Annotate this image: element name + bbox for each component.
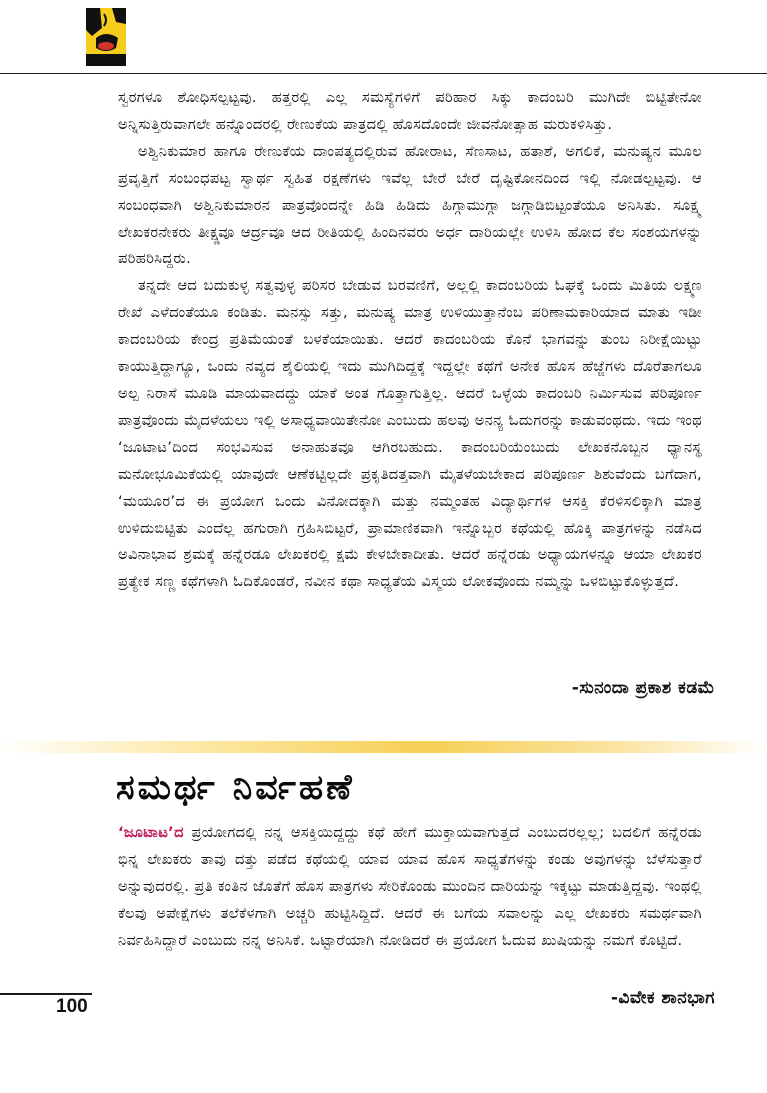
section-title: ಸಮರ್ಥ ನಿರ್ವಹಣೆ [116, 768, 355, 808]
page-number: 100 [56, 996, 88, 1017]
review-2-signature: -ವಿವೇಕ ಶಾನಭಾಗ [610, 988, 715, 1008]
review-2-text: ಪ್ರಯೋಗದಲ್ಲಿ ನನ್ನ ಆಸಕ್ತಿಯಿದ್ದದ್ದು ಕಥೆ ಹೇಗೆ ಮುಕ್ತಾಯವಾಗುತ್ತದೆ ಎಂಬುದರಲ್ಲಲ್ಲ; ಬದಲಿಗೆ ಹನ್ನೆರಡು ಭಿನ್ನ ಲೇಖಕರು ತಾವು ದತ್ತು ಪಡೆದ ಕಥೆಯಲ್ಲಿ ಯಾವ ಯಾವ ಹೊಸ ಸಾಧ್ಯತೆಗಳನ್ನು ಕಂಡು ಅವುಗಳನ್ನು ಬೆಳೆಸುತ್ತಾರೆ ಅನ್ನುವುದರಲ್ಲಿ. ಪ್ರತಿ ಕಂತಿನ ಜೊತೆಗೆ ಹೊಸ ಪಾತ್ರಗಳು ಸೇರಿಕೊಂಡು ಮುಂದಿನ ದಾರಿಯನ್ನು ಇಕ್ಕಟ್ಟು ಮಾಡುತ್ತಿದ್ದವು. ಇಂಥಲ್ಲಿ ಕೆಲವು ಅಪೇಕ್ಷೆಗಳು ತಲೆಕೆಳಗಾಗಿ ಅಚ್ಚರಿ ಹುಟ್ಟಿಸಿದ್ದಿದೆ. ಆದರೆ ಈ ಬಗೆಯ ಸವಾಲನ್ನು ಎಲ್ಲ ಲೇಖಕರು ಸಮರ್ಥವಾಗಿ ನಿರ್ವಹಿಸಿದ್ದಾರೆ ಎಂಬುದು ನನ್ನ ಅನಿಸಿಕೆ. ಒಟ್ಟಾರೆಯಾಗಿ ನೋಡಿದರೆ ಈ ಪ್ರಯೋಗ ಓದುವ ಖುಷಿಯನ್ನು ನಮಗೆ ಕೊಟ್ಟಿದೆ. [118, 825, 702, 949]
review-1-signature: -ಸುನಂದಾ ಪ್ರಕಾಶ ಕಡಮೆ [571, 678, 715, 698]
review-1-paragraph: ತನ್ನದೇ ಆದ ಬದುಕುಳ್ಳ ಸತ್ವವುಳ್ಳ ಪರಿಸರ ಬೇಡುವ ಬರವಣಿಗೆ, ಅಲ್ಲಲ್ಲಿ ಕಾದಂಬರಿಯ ಓಘಕ್ಕೆ ಒಂದು ಮಿತಿಯ ಲಕ್ಷ್ಮಣ ರೇಖೆ ಎಳೆದಂತೆಯೂ ಕಂಡಿತು. ಮನಸ್ಸು ಸತ್ತು, ಮನುಷ್ಯ ಮಾತ್ರ ಉಳಿಯುತ್ತಾನೆಂಬ ಪರಿಣಾಮಕಾರಿಯಾದ ಮಾತು ಇಡೀ ಕಾದಂಬರಿಯ ಕೇಂದ್ರ ಪ್ರತಿಮೆಯಂತೆ ಬಳಕೆಯಾಯಿತು. ಆದರೆ ಕಾದಂಬರಿಯ ಕೊನೆ ಭಾಗವನ್ನು ತುಂಬ ನಿರೀಕ್ಷೆಯಿಟ್ಟು ಕಾಯುತ್ತಿದ್ದಾಗ್ಯೂ, ಒಂದು ನವ್ಯದ ಶೈಲಿಯಲ್ಲಿ ಇದು ಮುಗಿದಿದ್ದಕ್ಕೆ ಇದ್ದಲ್ಲೇ ಕಥೆಗೆ ಅನೇಕ ಹೊಸ ಹೆಜ್ಜೆಗಳು ದೊರೆತಾಗಲೂ ಅಲ್ಪ ನಿರಾಸೆ ಮೂಡಿ ಮಾಯವಾದದ್ದು ಯಾಕೆ ಅಂತ ಗೊತ್ತಾಗುತ್ತಿಲ್ಲ. ಆದರೆ ಒಳ್ಳೆಯ ಕಾದಂಬರಿ ನಿರ್ಮಿಸುವ ಪರಿಪೂರ್ಣ ಪಾತ್ರವೊಂದು ಮೈದಳೆಯಲು ಇಲ್ಲಿ ಅಸಾಧ್ಯವಾಯಿತೇನೋ ಎಂಬುದು ಹಲವು ಅನನ್ಯ ಓದುಗರನ್ನು ಕಾಡುವಂಥದು. ಇದು ಇಂಥ ‘ಜೂಟಾಟ’ದಿಂದ ಸಂಭವಿಸುವ ಅನಾಹುತವೂ ಆಗಿರಬಹುದು. ಕಾದಂಬರಿಯೆಂಬುದು ಲೇಖಕನೊಬ್ಬನ ಧ್ಯಾನಸ್ಥ ಮನೋಭೂಮಿಕೆಯಲ್ಲಿ ಯಾವುದೇ ಆಣೆಕಟ್ಟಿಲ್ಲದೇ ಪ್ರಕೃತಿದತ್ತವಾಗಿ ಮೈತಳೆಯಬೇಕಾದ ಪರಿಪೂರ್ಣ ಶಿಶುವೆಂದು ಬಗೆದಾಗ, ‘ಮಯೂರ’ದ ಈ ಪ್ರಯೋಗ ಒಂದು ವಿನೋದಕ್ಕಾಗಿ ಮತ್ತು ನಮ್ಮಂತಹ ವಿದ್ಯಾರ್ಥಿಗಳ ಆಸಕ್ತಿ ಕೆರಳಿಸಲಿಕ್ಕಾಗಿ ಮಾತ್ರ ಉಳಿದುಬಿಟ್ಟಿತು ಎಂದೆಲ್ಲ ಹಗುರಾಗಿ ಗ್ರಹಿಸಿಬಿಟ್ಟರೆ, ಪ್ರಾಮಾಣಿಕವಾಗಿ ಇನ್ನೊಬ್ಬರ ಕಥೆಯಲ್ಲಿ ಹೊಕ್ಕಿ ಪಾತ್ರಗಳನ್ನು ನಡೆಸಿದ ಅವಿನಾಭಾವ ಶ್ರಮಕ್ಕೆ ಹನ್ನೆರಡೂ ಲೇಖಕರಲ್ಲಿ ಕ್ಷಮೆ ಕೇಳಬೇಕಾದೀತು. ಆದರೆ ಹನ್ನೆರಡು ಅಧ್ಯಾಯಗಳನ್ನೂ ಆಯಾ ಲೇಖಕರ ಪ್ರತ್ಯೇಕ ಸಣ್ಣ ಕಥೆಗಳಾಗಿ ಓದಿಕೊಂಡರೆ, ನವೀನ ಕಥಾ ಸಾಧ್ಯತೆಯ ವಿಸ್ಮಯ ಲೋಕವೊಂದು ನಮ್ಮನ್ನು ಒಳಬಿಟ್ಟುಕೊಳ್ಳುತ್ತದೆ. [118, 278, 702, 591]
section-divider [0, 741, 767, 753]
review-1-paragraph: ಅಶ್ವಿನಿಕುಮಾರ ಹಾಗೂ ರೇಣುಕೆಯ ದಾಂಪತ್ಯದಲ್ಲಿರುವ ಹೋರಾಟ, ಸೆಣಸಾಟ, ಹತಾಶೆ, ಅಗಲಿಕೆ, ಮನುಷ್ಯನ ಮೂಲ ಪ್ರವೃತ್ತಿಗೆ ಸಂಬಂಧಪಟ್ಟ ಸ್ವಾರ್ಥ ಸ್ವಹಿತ ರಕ್ಷಣೆಗಳು ಇವೆಲ್ಲ ಬೇರೆ ಬೇರೆ ದೃಷ್ಟಿಕೋನದಿಂದ ಇಲ್ಲಿ ನೋಡಲ್ಪಟ್ಟವು. ಆ ಸಂಬಂಧವಾಗಿ ಅಶ್ವಿನಿಕುಮಾರನ ಪಾತ್ರವೊಂದನ್ನೇ ಹಿಡಿ ಹಿಡಿದು ಹಿಗ್ಗಾಮುಗ್ಗಾ ಜಗ್ಗಾಡಿಬಿಟ್ಟಂತೆಯೂ ಅನಿಸಿತು. ಸೂಕ್ಷ್ಮ ಲೇಖಕರನೇಕರು ತೀಕ್ಷ್ಣವೂ ಆರ್ದ್ರವೂ ಆದ ರೀತಿಯಲ್ಲಿ ಹಿಂದಿನವರು ಅರ್ಧ ದಾರಿಯಲ್ಲೇ ಉಳಿಸಿ ಹೋದ ಕೆಲ ಸಂಶಯಗಳನ್ನು ಪರಿಹರಿಸಿದ್ದರು. [118, 143, 702, 268]
review-1-body [118, 85, 702, 596]
review-1-paragraph: ಸ್ವರಗಳೂ ಶೋಧಿಸಲ್ಪಟ್ಟವು. ಹತ್ತರಲ್ಲಿ ಎಲ್ಲ ಸಮಸ್ಯೆಗಳಿಗೆ ಪರಿಹಾರ ಸಿಕ್ಕು ಕಾದಂಬರಿ ಮುಗಿದೇ ಬಿಟ್ಟಿತೇನೋ ಅನ್ನಿಸುತ್ತಿರುವಾಗಲೇ ಹನ್ನೊಂದರಲ್ಲಿ ರೇಣುಕೆಯ ಪಾತ್ರದಲ್ಲಿ ಹೊಸದೊಂದೇ ಜೀವನೋತ್ಸಾಹ ಮರುಕಳಿಸಿತ್ತು. [118, 90, 702, 133]
book-title-highlight: ‘ಜೂಟಾಟ’ದ [118, 825, 184, 841]
review-2-body [118, 820, 702, 955]
page-number-rule [0, 993, 92, 995]
magazine-logo-icon [86, 8, 126, 66]
header-rule [0, 73, 767, 74]
review-2-paragraph [118, 820, 702, 955]
